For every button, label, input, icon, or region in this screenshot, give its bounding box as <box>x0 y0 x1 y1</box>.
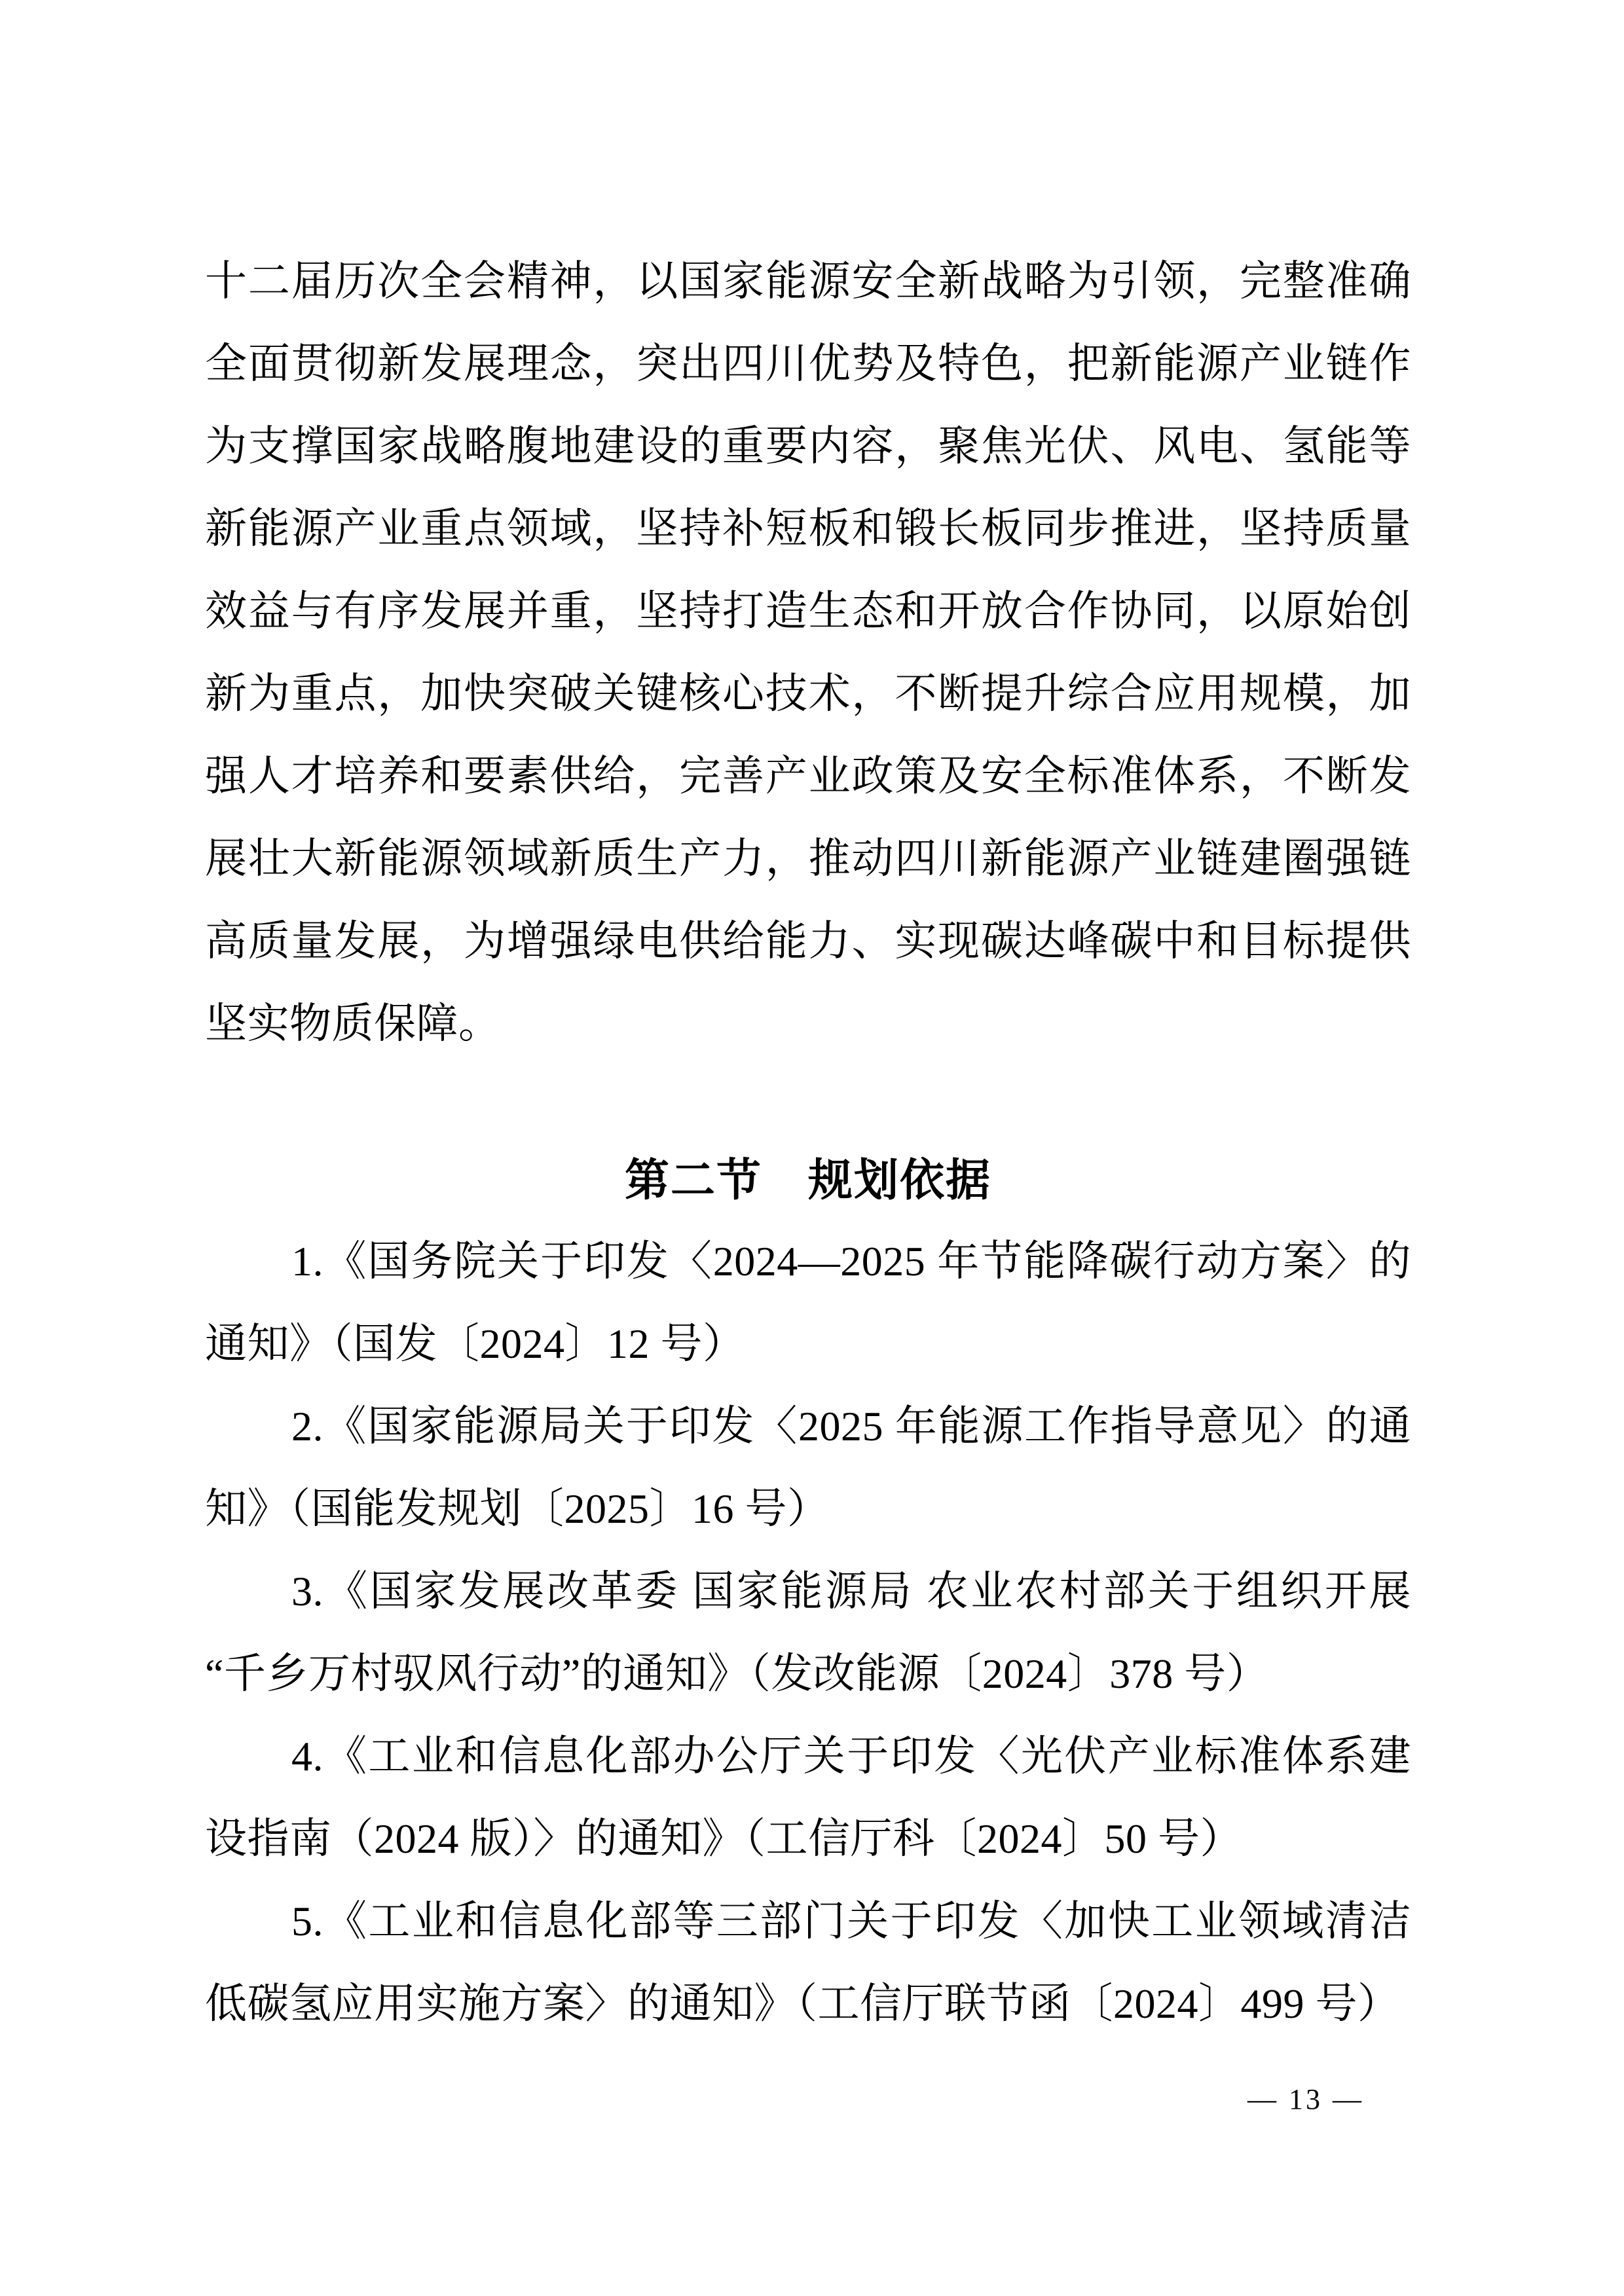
paragraph-line: 效益与有序发展并重，坚持打造生态和开放合作协同，以原始创 <box>205 588 1411 634</box>
paragraph-line: 新为重点，加快突破关键核心技术，不断提升综合应用规模，加 <box>205 670 1411 717</box>
paragraph-line: 全面贯彻新发展理念，突出四川优势及特色，把新能源产业链作 <box>205 340 1411 387</box>
reference-item-line: 3.《国家发展改革委 国家能源局 农业农村部关于组织开展 <box>291 1568 1411 1614</box>
reference-item-line: 设指南（2024 版）〉的通知》（工信厅科〔2024〕50 号） <box>205 1815 1242 1862</box>
paragraph-line: 高质量发展，为增强绿电供给能力、实现碳达峰碳中和目标提供 <box>205 918 1411 964</box>
reference-list <box>205 1220 1411 2045</box>
page-number: — 13 — <box>1247 2083 1364 2115</box>
paragraph-line: 强人才培养和要素供给，完善产业政策及安全标准体系，不断发 <box>205 753 1411 799</box>
reference-item-line: 2.《国家能源局关于印发〈2025 年能源工作指导意见〉的通 <box>291 1403 1411 1449</box>
reference-item-line: “千乡万村驭风行动”的通知》（发改能源〔2024〕378 号） <box>205 1650 1269 1697</box>
paragraph-line: 十二届历次全会精神，以国家能源安全新战略为引领，完整准确 <box>205 258 1411 304</box>
section-heading: 第二节 规划依据 <box>624 1156 991 1205</box>
reference-item-line: 5.《工业和信息化部等三部门关于印发〈加快工业领域清洁 <box>291 1898 1411 1944</box>
reference-item-line: 4.《工业和信息化部办公厅关于印发〈光伏产业标准体系建 <box>291 1733 1411 1779</box>
paragraph-line: 新能源产业重点领域，坚持补短板和锻长板同步推进，坚持质量 <box>205 505 1411 552</box>
reference-item-line: 1.《国务院关于印发〈2024—2025 年节能降碳行动方案〉的 <box>291 1238 1411 1285</box>
reference-item-line: 通知》（国发〔2024〕12 号） <box>205 1321 745 1367</box>
body-paragraph <box>205 240 1411 1065</box>
paragraph-line: 展壮大新能源领域新质生产力，推动四川新能源产业链建圈强链 <box>205 835 1411 882</box>
paragraph-line: 为支撑国家战略腹地建设的重要内容，聚焦光伏、风电、氢能等 <box>205 423 1411 469</box>
paragraph-line: 坚实物质保障。 <box>205 1000 501 1047</box>
reference-item-line: 知》（国能发规划〔2025〕16 号） <box>205 1485 830 1532</box>
reference-item-line: 低碳氢应用实施方案〉的通知》（工信厅联节函〔2024〕499 号） <box>205 1980 1400 2027</box>
